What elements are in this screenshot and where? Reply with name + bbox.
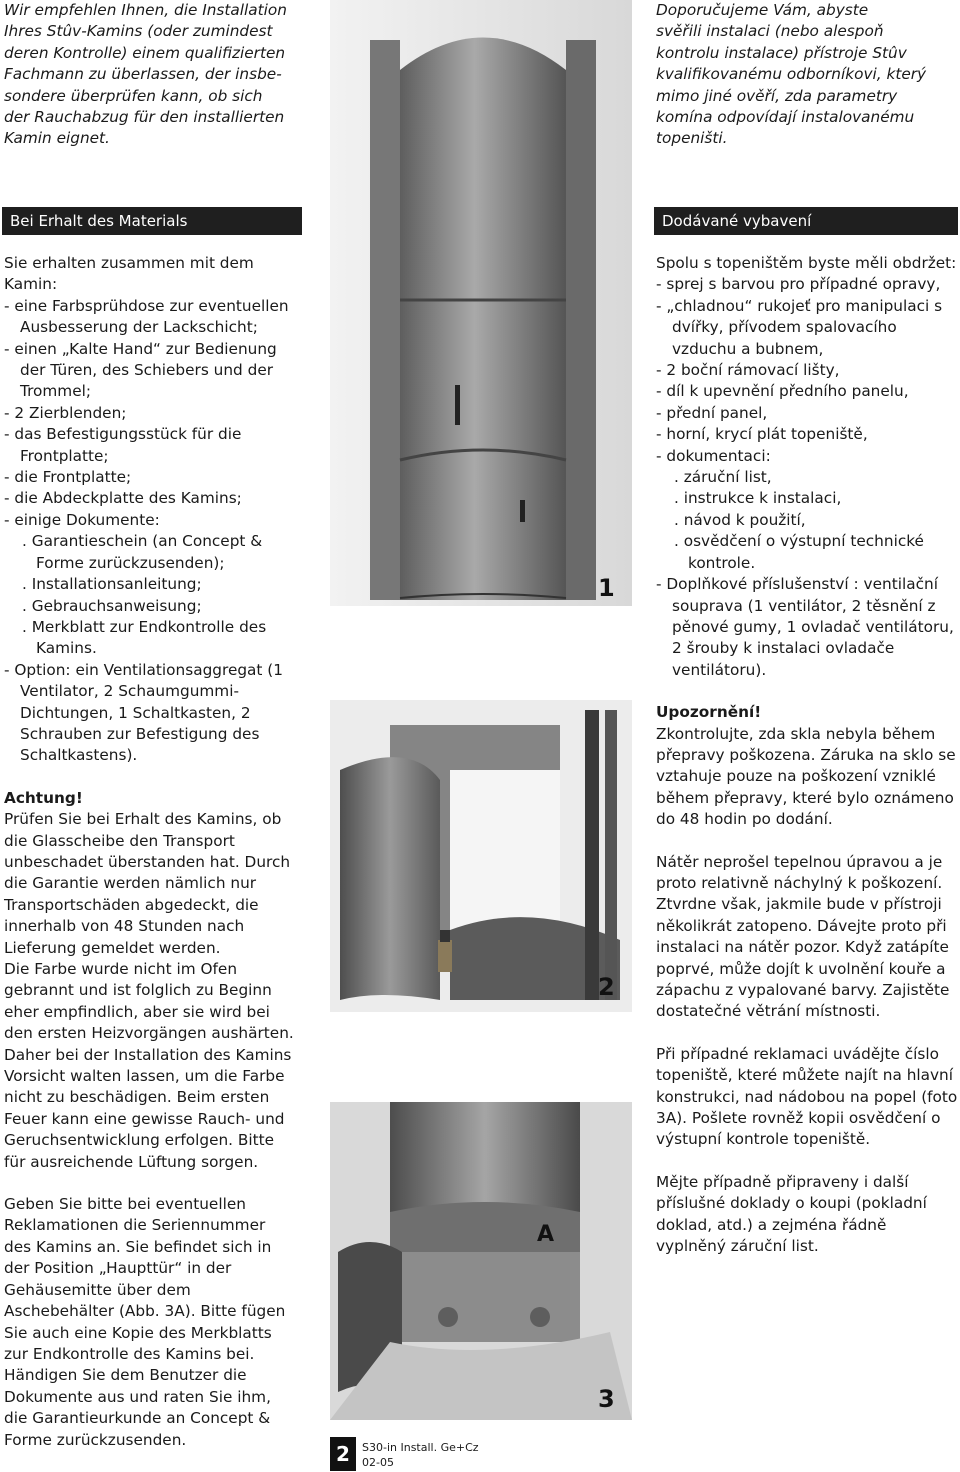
stove-photo-1 <box>330 0 632 606</box>
paint-text: Nátěr neprošel tepelnou úpravou a je proto relativně náchylný k poškození. Ztvrdne však, jakmile bude v přístroji několikrát zatopeno. Dávejte proto při instalaci na nátěr pozor. Když zatápíte poprvé, může dojít k uvolnění kouře a zápachu z vypalované barvy. Zajistěte dostatečné větrání místnosti. <box>656 852 950 1021</box>
list-item: - sprej s barvou pro případné opravy, <box>656 275 941 294</box>
warning-title: Achtung! <box>4 788 83 807</box>
list-item: - einige Dokumente: <box>4 510 160 529</box>
list-intro: Sie erhalten zusammen mit dem Kamin: <box>4 254 254 294</box>
left-intro <box>4 0 304 150</box>
handover-text: Händigen Sie dem Benutzer die Dokumente aus und raten Sie ihm, die Garantieurkunde an Concept & Forme zurückzusenden. <box>4 1366 271 1449</box>
intro-line: komína odpovídají instalovanému <box>656 108 915 127</box>
intro-line: kvalifikovanému odborníkovi, který <box>656 65 927 84</box>
intro-line: kontrolu instalace) přístroje Stûv <box>656 43 907 62</box>
intro-line: Doporučujeme Vám, abyste <box>656 1 869 19</box>
delivery-list <box>656 274 958 681</box>
sub-item: . záruční list, <box>674 468 772 487</box>
stove-illustration <box>330 0 632 606</box>
figure-label-2: 2 <box>598 973 615 1001</box>
warning-text: Prüfen Sie bei Erhalt des Kamins, ob die Glasscheibe den Transport unbeschadet überstanden hat. Durch die Garantie werden nämlich nur Transportschäden abgedeckt, die innerhalb von 48 Stunden nach Lieferung gemeldet werden. <box>4 810 291 957</box>
list-item: - díl k upevnění předního panelu, <box>656 382 909 401</box>
list-item: - dokumentaci: <box>656 446 771 465</box>
footer-doc-info <box>362 1440 479 1470</box>
intro-line: der Rauchabzug für den installierten <box>4 108 285 127</box>
list-item: - die Frontplatte; <box>4 468 132 487</box>
list-intro: Spolu s topeništěm byste měli obdržet: <box>656 254 957 272</box>
left-section-header: Bei Erhalt des Materials <box>2 207 302 235</box>
sub-item: . osvědčení o výstupní technické kontrole. <box>674 532 924 572</box>
list-item: - die Abdeckplatte des Kamins; <box>4 489 242 508</box>
intro-line: topeništi. <box>656 129 728 148</box>
doc-code: S30-in Install. Ge+Cz <box>362 1441 479 1454</box>
figure-marker-A: A <box>537 1222 555 1247</box>
list-item: - eine Farbsprühdose zur eventuellen Ausbesserung der Lackschicht; <box>4 296 289 337</box>
list-item: - 2 boční rámovací lišty, <box>656 361 840 380</box>
page-number: 2 <box>330 1437 356 1471</box>
intro-line: Kamin eignet. <box>4 129 110 148</box>
sub-item: . Installationsanleitung; <box>22 575 202 594</box>
delivery-list <box>4 296 296 767</box>
intro-line: sondere überprüfen kann, ob sich <box>4 86 263 105</box>
right-section-header: Dodávané vybavení <box>654 207 958 235</box>
sub-item: . Gebrauchsanweisung; <box>22 596 202 615</box>
paint-text: Die Farbe wurde nicht im Ofen gebrannt und ist folglich zu Beginn eher empfindlich, aber sie wird bei den ersten Heizvorgängen aushärten. Daher bei der Installation des Kamins Vorsicht walten lassen, um die Farbe nicht zu beschädigen. Beim ersten Feuer kann eine gewisse Rauch- und Geruchsentwicklung erfolgen. Bitte für ausreichende Lüftung sorgen. <box>4 960 294 1171</box>
intro-line: mimo jiné ověří, zda parametry <box>656 86 898 105</box>
list-item: - einen „Kalte Hand“ zur Bedienung der Türen, des Schiebers und der Trommel; <box>4 339 277 401</box>
figure-label-1: 1 <box>598 574 615 602</box>
sub-item: . návod k použití, <box>674 510 806 529</box>
right-intro <box>656 0 956 150</box>
base-photo-3 <box>330 1102 632 1420</box>
list-item: - přední panel, <box>656 403 768 422</box>
docs-text: Mějte případně připraveny i další příslušné doklady o koupi (pokladní doklad, atd.) a zejména řádně vyplněný záruční list. <box>656 1172 927 1256</box>
serial-text: Geben Sie bitte bei eventuellen Reklamationen die Seriennummer des Kamins an. Sie befindet sich in der Position „Haupttür“ in der Gehäusemitte über dem Aschebehälter (Abb. 3A). Bitte fügen Sie auch eine Kopie des Merkblatts zur Endkontrolle des Kamins bei. <box>4 1195 286 1363</box>
parts-photo-2 <box>330 700 632 1012</box>
intro-line: Fachmann zu überlassen, der insbe- <box>4 65 282 84</box>
intro-line: Ihres Stûv-Kamins (oder zumindest <box>4 22 273 41</box>
intro-line: deren Kontrolle) einem qualifizierten <box>4 43 286 62</box>
intro-line: Wir empfehlen Ihnen, die Installation <box>4 1 287 19</box>
base-illustration <box>330 1102 632 1420</box>
list-item: - Doplňkové příslušenství : ventilační souprava (1 ventilátor, 2 těsnění z pěnové gumy, 1 ovladač ventilátoru, 2 šrouby k instalaci ovladače ventilátoru). <box>656 575 954 679</box>
right-body <box>656 253 958 1257</box>
date-code: 02-05 <box>362 1456 394 1469</box>
intro-line: svěřili instalaci (nebo alespoň <box>656 22 884 41</box>
sub-item: . Merkblatt zur Endkontrolle des Kamins. <box>22 617 267 658</box>
list-item: - „chladnou“ rukojeť pro manipulaci s dvířky, přívodem spalovacího vzduchu a bubnem, <box>656 296 943 358</box>
left-body <box>4 253 296 1451</box>
sub-item: . instrukce k instalaci, <box>674 489 842 508</box>
serial-text: Při případné reklamaci uvádějte číslo topeniště, které můžete najít na hlavní konstrukci, nad nádobou na popel (foto 3A). Pošlete rovněž kopii osvědčení o výstupní kontrole topeniště. <box>656 1044 958 1149</box>
list-item: - Option: ein Ventilationsaggregat (1 Ventilator, 2 Schaumgummi-Dichtungen, 1 Schaltkasten, 2 Schrauben zur Befestigung des Schaltkastens). <box>4 660 283 765</box>
figure-label-3: 3 <box>598 1385 615 1413</box>
warning-text: Zkontrolujte, zda skla nebyla během přepravy poškozena. Záruka na sklo se vztahuje pouze na poškození vzniklé během přepravy, které bylo oznámeno do 48 hodin po dodání. <box>656 724 956 829</box>
warning-title: Upozornění! <box>656 703 762 722</box>
parts-illustration <box>330 700 632 1012</box>
list-item: - 2 Zierblenden; <box>4 403 127 422</box>
list-item: - das Befestigungsstück für die Frontplatte; <box>4 425 242 465</box>
sub-item: . Garantieschein (an Concept & Forme zurückzusenden); <box>22 532 263 572</box>
list-item: - horní, krycí plát topeniště, <box>656 425 868 444</box>
